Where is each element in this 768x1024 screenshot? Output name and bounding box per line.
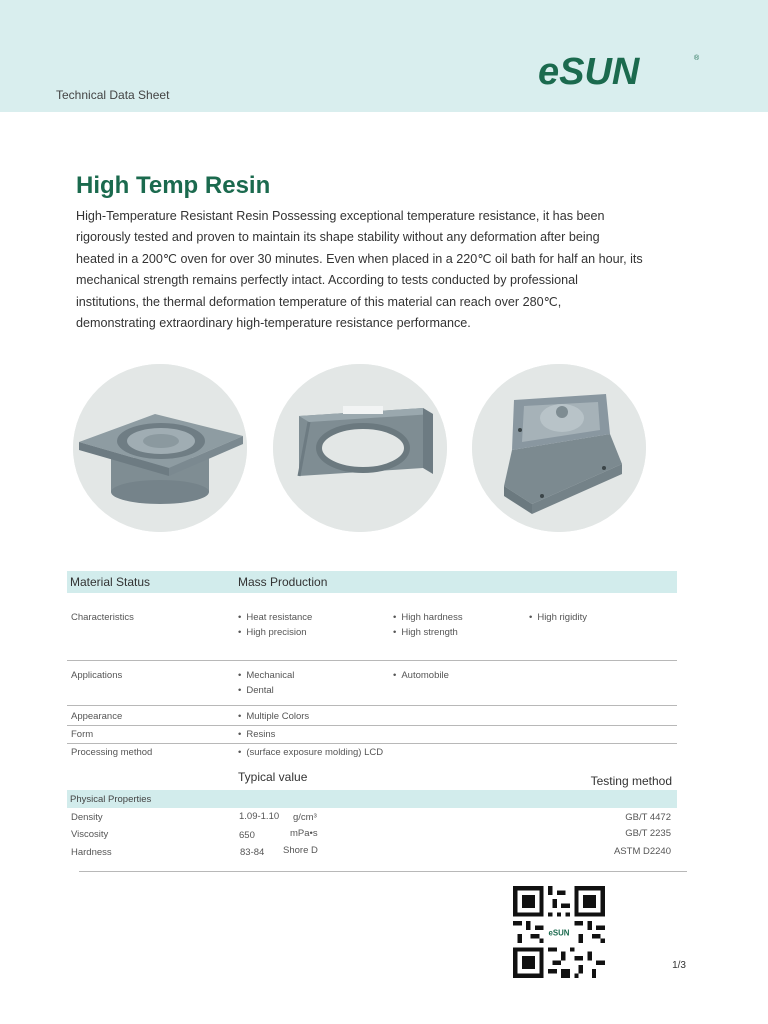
- form-label: Form: [71, 729, 94, 740]
- product-title: High Temp Resin: [76, 172, 271, 199]
- block-part-photo: [472, 364, 646, 532]
- svg-text:eSUN: eSUN: [538, 51, 640, 92]
- svg-text:®: ®: [694, 55, 700, 62]
- list-item: • High precision: [238, 627, 307, 638]
- property-unit: Shore D: [283, 845, 318, 856]
- material-status-value: Mass Production: [238, 575, 328, 589]
- row-divider: [67, 660, 677, 661]
- material-status-band: [67, 571, 677, 593]
- property-unit: mPa•s: [290, 828, 318, 839]
- qr-code-icon: [510, 886, 608, 978]
- property-value: 83-84: [240, 847, 265, 858]
- list-item: • Dental: [238, 685, 274, 696]
- footer-divider: [79, 871, 687, 872]
- testing-method-header: Testing method: [590, 774, 672, 788]
- list-item: • High hardness: [393, 612, 463, 623]
- drain-part-photo: [73, 364, 247, 532]
- list-item: • High rigidity: [529, 612, 587, 623]
- row-divider: [67, 705, 677, 706]
- testing-method: GB/T 4472: [625, 812, 671, 823]
- physical-properties-label: Physical Properties: [70, 794, 152, 805]
- list-item: • Heat resistance: [238, 612, 313, 623]
- square-frame-photo: [273, 364, 447, 532]
- page-number: 1/3: [672, 960, 686, 971]
- description-line: institutions, the thermal deformation temperature of this material can reach over 280℃,: [76, 294, 562, 309]
- description-line: heated in a 200℃ oven for over 30 minutes. Even when placed in a 220℃ oil bath for half an hour, its: [76, 251, 643, 266]
- property-value: 650: [239, 830, 255, 841]
- list-item: • Automobile: [393, 670, 449, 681]
- description-line: High-Temperature Resistant Resin Possessing exceptional temperature resistance, it has been: [76, 209, 605, 223]
- esun-logo: [538, 48, 703, 92]
- testing-method: GB/T 2235: [625, 828, 671, 839]
- testing-method: ASTM D2240: [613, 846, 671, 857]
- appearance-label: Appearance: [71, 711, 123, 722]
- row-divider: [67, 743, 677, 744]
- list-item: • Resins: [238, 729, 276, 740]
- list-item: • High strength: [393, 627, 458, 638]
- list-item: • (surface exposure molding) LCD: [238, 747, 384, 758]
- property-value: 1.09-1.10: [239, 811, 280, 822]
- doc-type-label: Technical Data Sheet: [56, 88, 170, 102]
- product-description: [76, 206, 676, 334]
- property-name: Density: [71, 812, 103, 823]
- svg-text:eSUN: eSUN: [548, 928, 570, 938]
- property-name: Hardness: [71, 847, 112, 858]
- description-line: demonstrating extraordinary high-temperature resistance performance.: [76, 316, 471, 331]
- list-item: • Multiple Colors: [238, 711, 310, 722]
- property-name: Viscosity: [71, 829, 109, 840]
- processing-label: Processing method: [71, 747, 153, 758]
- applications-label: Applications: [71, 670, 123, 681]
- material-status-label: Material Status: [70, 575, 151, 589]
- description-line: mechanical strength remains perfectly intact. According to tests conducted by professional: [76, 273, 578, 288]
- property-unit: g/cm³: [293, 812, 317, 823]
- list-item: • Mechanical: [238, 670, 295, 681]
- physical-properties-band: [67, 790, 677, 808]
- description-line: rigorously tested and proven to maintain its shape stability without any deformation after being: [76, 230, 600, 245]
- typical-value-header: Typical value: [238, 770, 308, 784]
- characteristics-label: Characteristics: [71, 612, 134, 623]
- row-divider: [67, 725, 677, 726]
